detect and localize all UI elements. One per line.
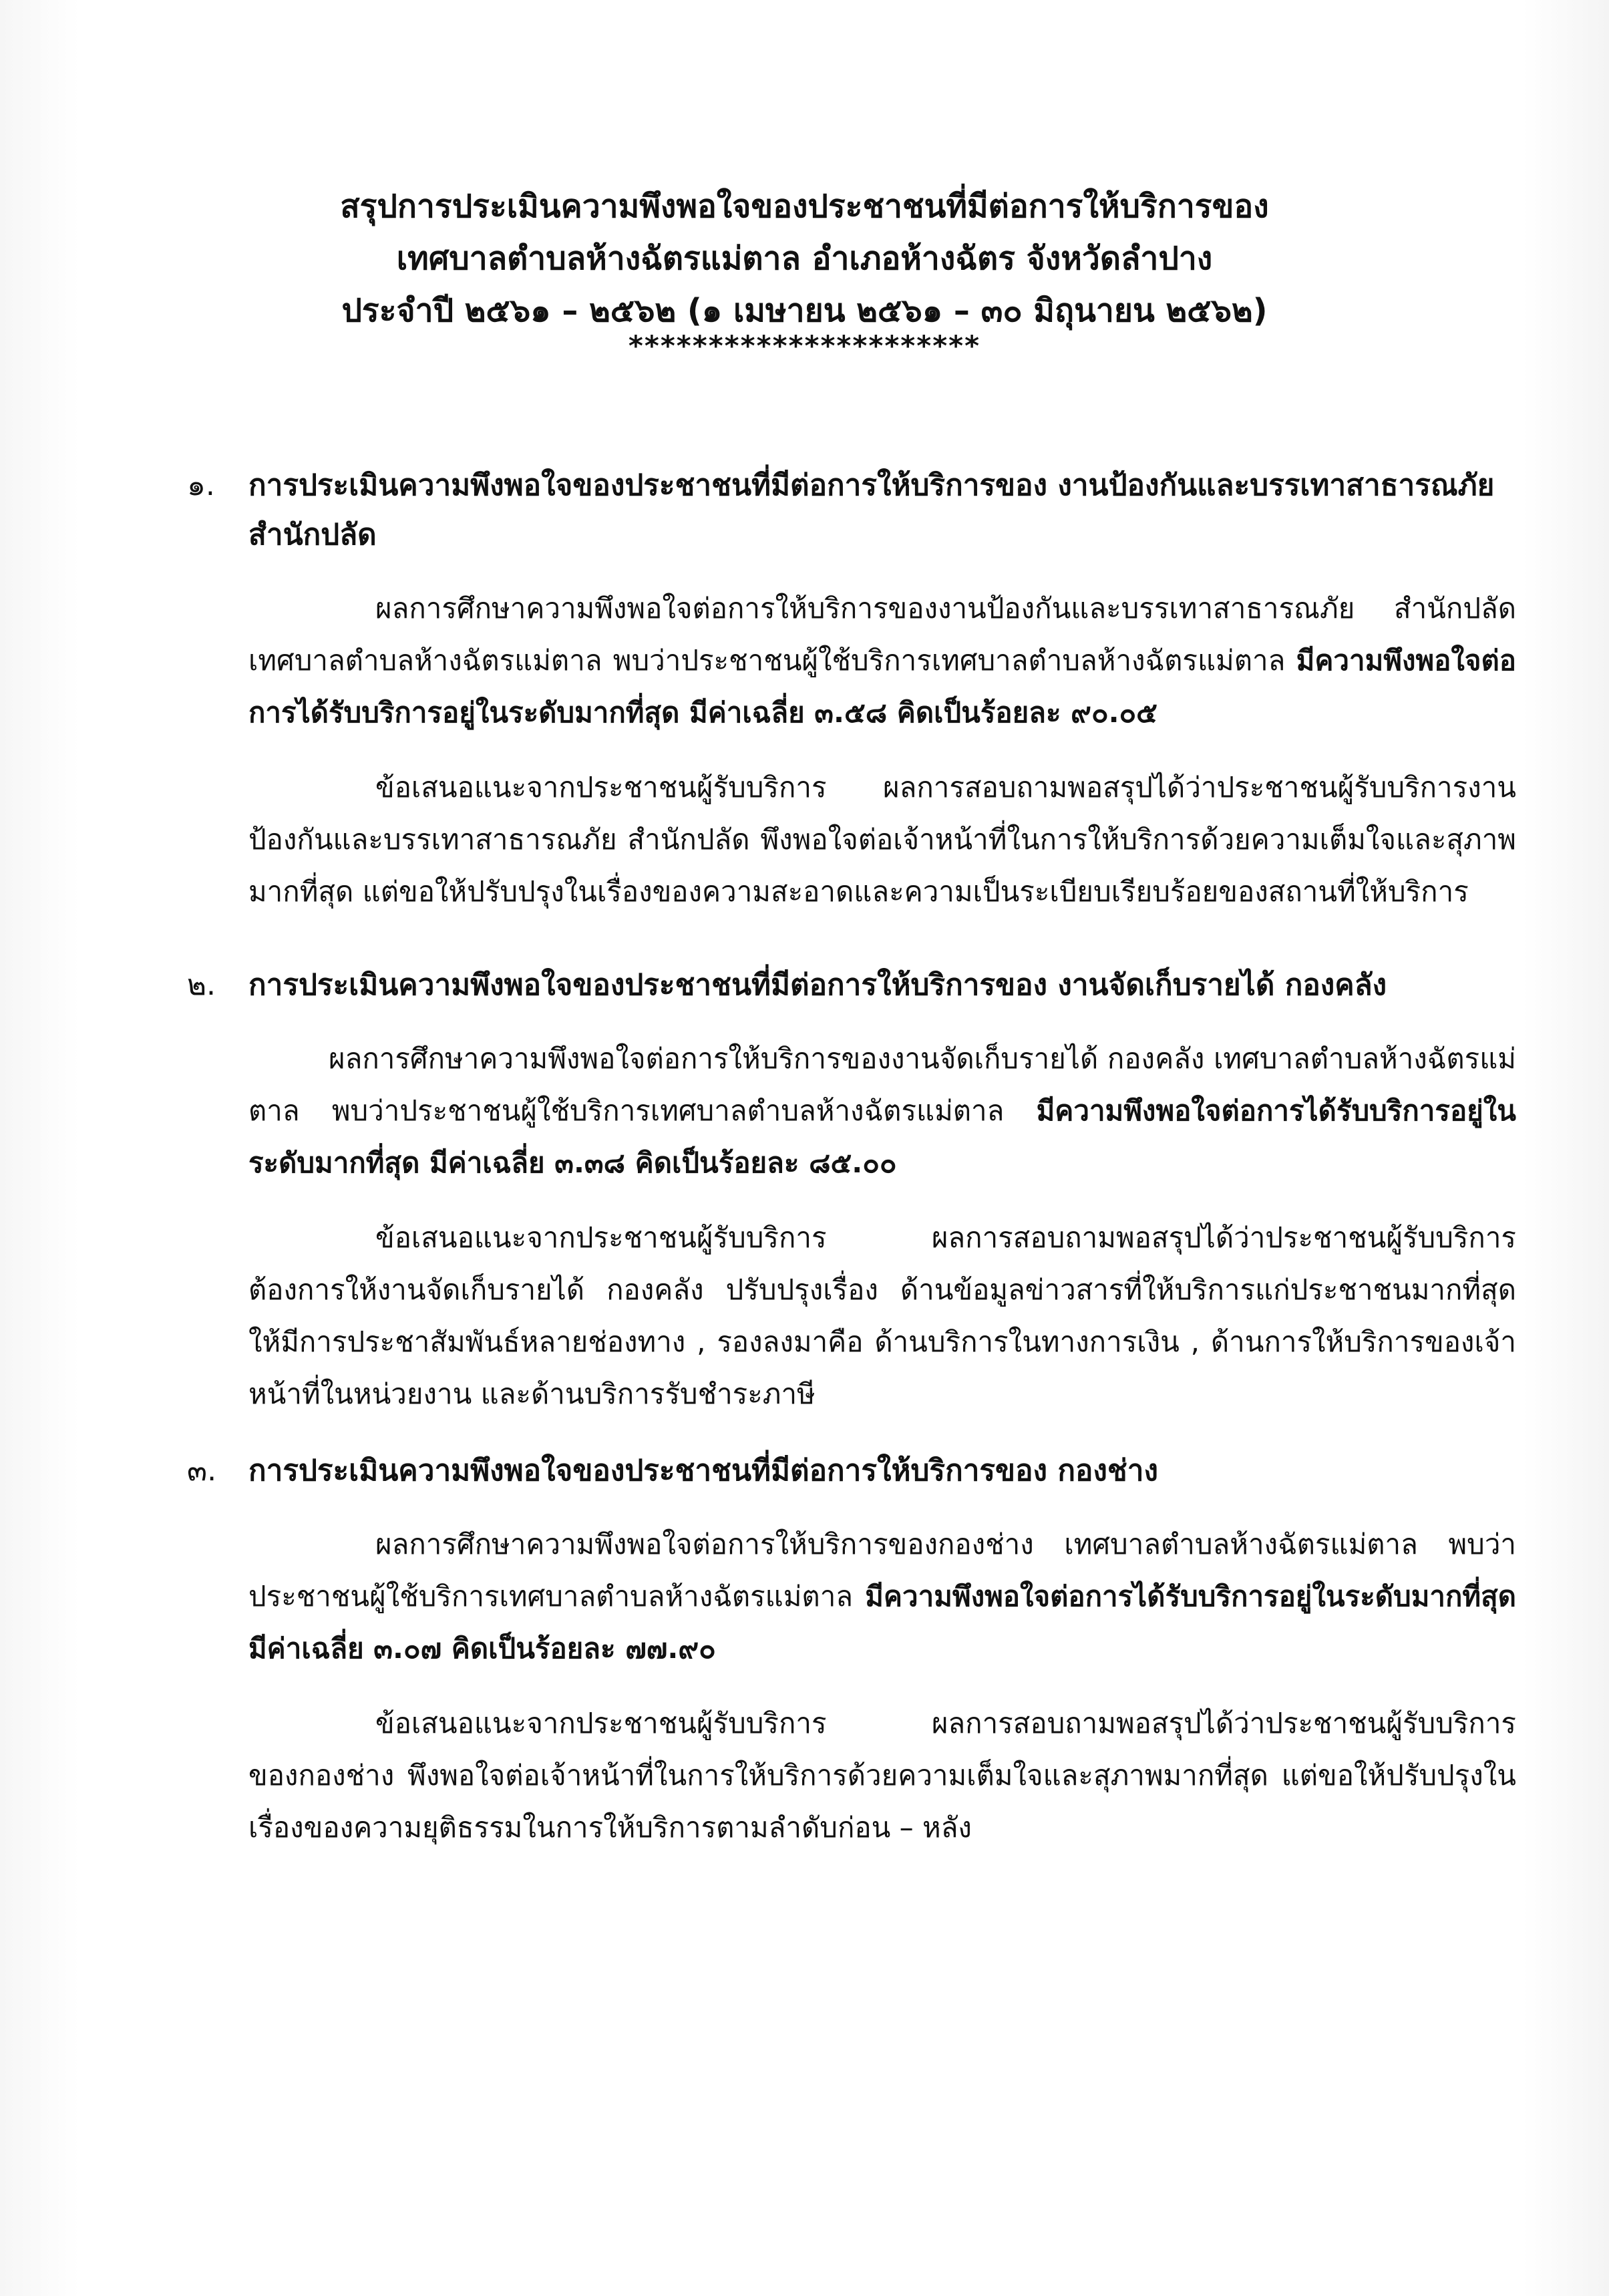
document-header — [0, 180, 1609, 362]
section-3-result-paragraph — [248, 1518, 1516, 1675]
section-2-suggestion-paragraph: ข้อเสนอแนะจากประชาชนผู้รับบริการ ผลการสอบถามพอสรุปได้ว่าประชาชนผู้รับบริการต้องการให้งานจัดเก็บรายได้ กองคลัง ปรับปรุงเรื่อง ด้านข้อมูลข่าวสารที่ให้บริการแก่ประชาชนมากที่สุด ให้มีการประชาสัมพันธ์หลายช่องทาง , รองลงมาคือ ด้านบริการในทางการเงิน , ด้านการให้บริการของเจ้าหน้าที่ในหน่วยงาน และด้านบริการรับชำระภาษี — [248, 1221, 1516, 1410]
section-3-suggestion-paragraph: ข้อเสนอแนะจากประชาชนผู้รับบริการ ผลการสอบถามพอสรุปได้ว่าประชาชนผู้รับบริการของกองช่าง พึงพอใจต่อเจ้าหน้าที่ในการให้บริการด้วยความเต็มใจและสุภาพมากที่สุด แต่ขอให้ปรับปรุงในเรื่องของความยุติธรรมในการให้บริการตามลำดับก่อน – หลัง — [248, 1707, 1516, 1844]
section-3-heading — [187, 1446, 1516, 1496]
section-1-result-text: ผลการศึกษาความพึงพอใจต่อการให้บริการของงานป้องกันและบรรเทาสาธารณภัย สำนักปลัด เทศบาลตำบลห้างฉัตรแม่ตาล พบว่าประชาชนผู้ใช้บริการเทศบาลตำบลห้างฉัตรแม่ตาล — [248, 592, 1516, 677]
section-2-title: การประเมินความพึงพอใจของประชาชนที่มีต่อการให้บริการของ งานจัดเก็บรายได้ กองคลัง — [248, 968, 1387, 1002]
section-2-heading — [187, 961, 1516, 1010]
section-3-title: การประเมินความพึงพอใจของประชาชนที่มีต่อการให้บริการของ กองช่าง — [248, 1454, 1158, 1488]
section-3-number: ๓. — [187, 1454, 217, 1488]
section-1-result-paragraph — [248, 583, 1516, 739]
section-2-number: ๒. — [187, 968, 216, 1002]
header-title-line-3: ประจำปี ๒๕๖๑ – ๒๕๖๒ (๑ เมษายน ๒๕๖๑ – ๓๐ มิถุนายน ๒๕๖๒) — [341, 292, 1268, 329]
section-1-number: ๑. — [187, 468, 215, 502]
section-1-heading — [187, 461, 1516, 560]
section-3 — [187, 1446, 1516, 1854]
section-1-suggestion-paragraph: ข้อเสนอแนะจากประชาชนผู้รับบริการ ผลการสอบถามพอสรุปได้ว่าประชาชนผู้รับบริการงานป้องกันและบรรเทาสาธารณภัย สำนักปลัด พึงพอใจต่อเจ้าหน้าที่ในการให้บริการด้วยความเต็มใจและสุภาพมากที่สุด แต่ขอให้ปรับปรุงในเรื่องของความสะอาดและความเป็นระเบียบเรียบร้อยของสถานที่ให้บริการ — [248, 771, 1516, 908]
section-1 — [187, 461, 1516, 918]
section-1-title: การประเมินความพึงพอใจของประชาชนที่มีต่อการให้บริการของ งานป้องกันและบรรเทาสาธารณภัย สำนักปลัด — [248, 468, 1495, 552]
section-3-result-text: ผลการศึกษาความพึงพอใจต่อการให้บริการของกองช่าง เทศบาลตำบลห้างฉัตรแม่ตาล พบว่าประชาชนผู้ใช้บริการเทศบาลตำบลห้างฉัตรแม่ตาล — [248, 1528, 1516, 1613]
section-2 — [187, 961, 1516, 1420]
section-2-result-paragraph — [248, 1033, 1516, 1189]
section-3-result-highlight: มีความพึงพอใจต่อการได้รับบริการอยู่ในระดับมากที่สุด มีค่าเฉลี่ย ๓.๐๗ คิดเป็นร้อยละ ๗๗.๙๐ — [248, 1580, 1516, 1665]
header-separator-stars: ********************** — [628, 329, 981, 362]
header-title-line-1: สรุปการประเมินความพึงพอใจของประชาชนที่มีต่อการให้บริการของ — [340, 188, 1269, 225]
section-2-result-text: ผลการศึกษาความพึงพอใจต่อการให้บริการของงานจัดเก็บรายได้ กองคลัง เทศบาลตำบลห้างฉัตรแม่ตาล พบว่าประชาชนผู้ใช้บริการเทศบาลตำบลห้างฉัตรแม่ตาล — [248, 1042, 1516, 1127]
header-title-line-2: เทศบาลตำบลห้างฉัตรแม่ตาล อำเภอห้างฉัตร จังหวัดลำปาง — [396, 240, 1213, 277]
section-1-result-highlight: มีความพึงพอใจต่อการได้รับบริการอยู่ในระดับมากที่สุด มีค่าเฉลี่ย ๓.๕๘ คิดเป็นร้อยละ ๙๐.๐๕ — [248, 644, 1516, 729]
section-2-result-highlight: มีความพึงพอใจต่อการได้รับบริการอยู่ในระดับมากที่สุด มีค่าเฉลี่ย ๓.๓๘ คิดเป็นร้อยละ ๘๕.๐๐ — [248, 1094, 1516, 1179]
